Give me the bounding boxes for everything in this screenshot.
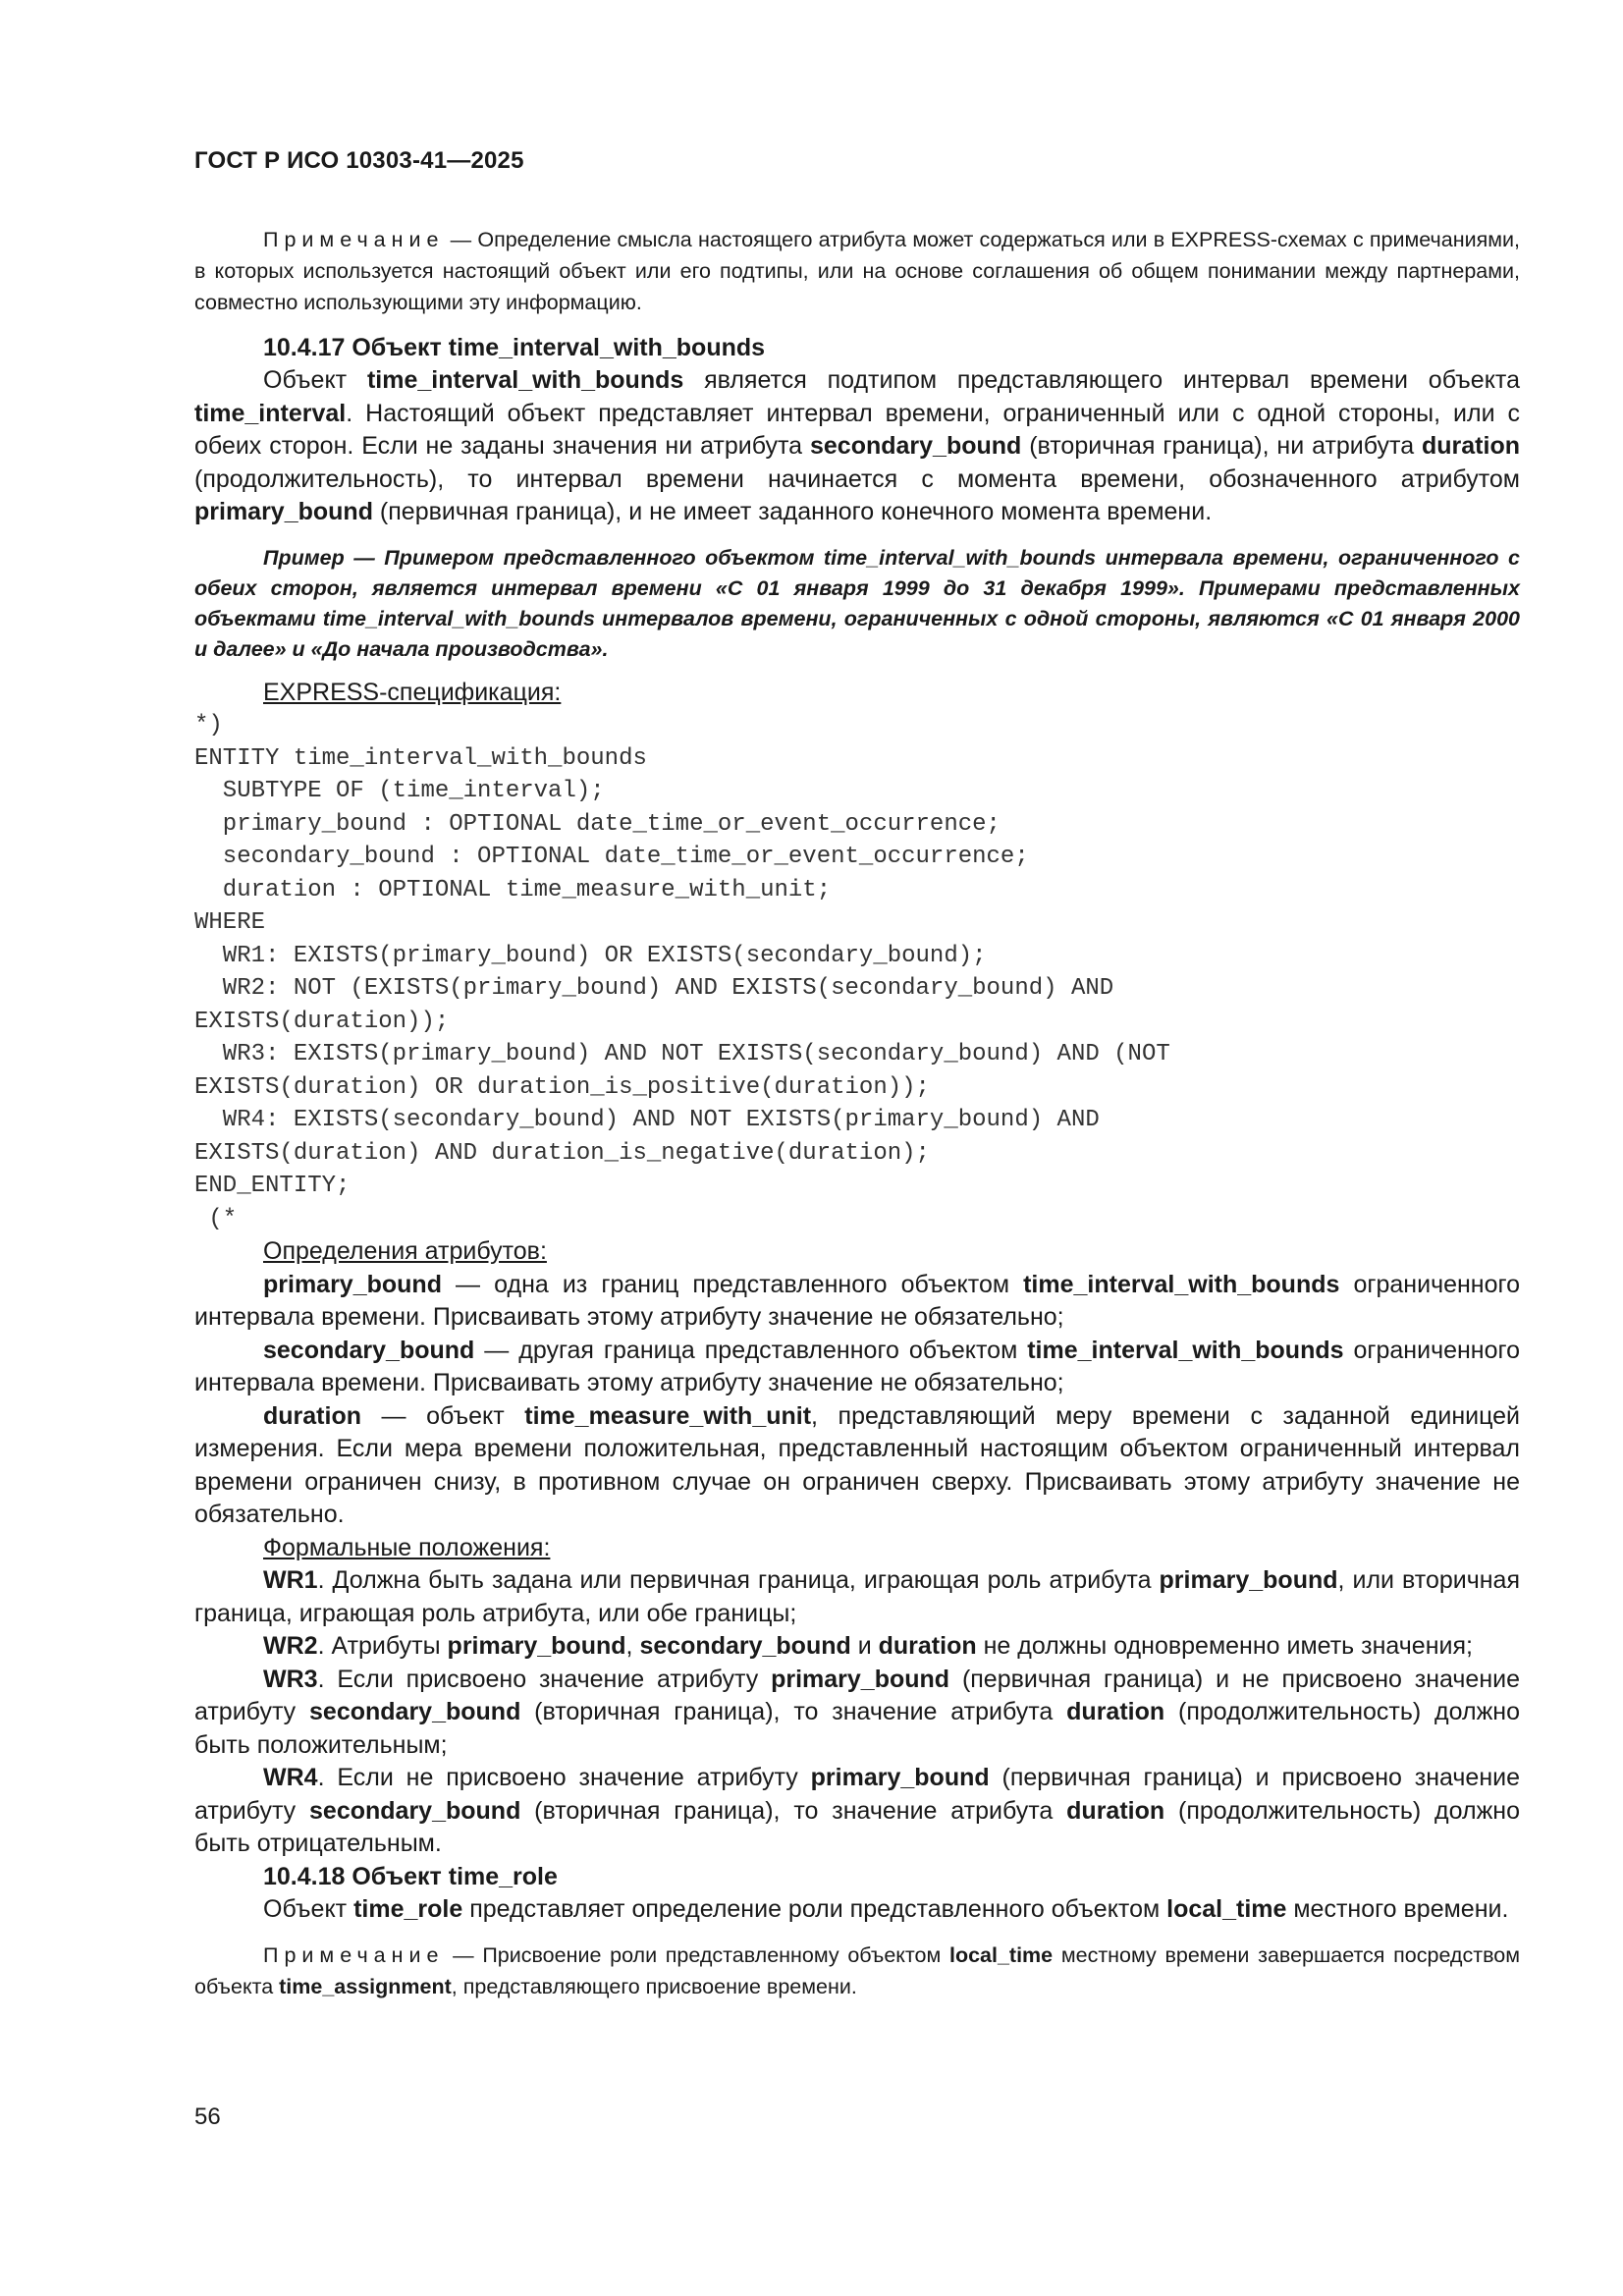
attribute-definition-duration: duration — объект time_measure_with_unit, представляющий меру времени с заданной единицей измерения. Если мера времени положительная, представленный настоящим объектом ограниченный интервал времени ограничен снизу, в противном случае он ограничен сверху. Присваивать этому атрибуту значение не обязательно.	[194, 1401, 1520, 1528]
code-line: SUBTYPE OF (time_interval);	[194, 778, 605, 804]
document-header: ГОСТ Р ИСО 10303-41—2025	[194, 147, 524, 174]
formal-propositions-label: Формальные положения:	[263, 1533, 551, 1561]
section-heading-10-4-18: 10.4.18 Объект time_role	[263, 1862, 558, 1890]
note-label: Примечание	[263, 228, 445, 251]
attribute-definition-secondary-bound: secondary_bound — другая граница представленного объектом time_interval_with_bounds ограниченного интервала времени. Присваивать этому атрибуту значение не обязательно;	[194, 1336, 1520, 1396]
code-line: EXISTS(duration));	[194, 1008, 450, 1035]
body-paragraph: Объект time_interval_with_bounds является подтипом представляющего интервал времени объекта time_interval. Настоящий объект представляет интервал времени, ограниченный или с одной стороны, или с обеих сторон. Если не заданы значения ни атрибута secondary_bound (вторичная граница), ни атрибута duration (продолжительность), то интервал времени начинается с момента времени, обозначенного атрибутом primary_bound (первичная граница), и не имеет заданного конечного момента времени.	[194, 366, 1520, 525]
express-code-block	[194, 709, 1520, 1235]
example-paragraph: Пример — Примером представленного объектом time_interval_with_bounds интервала времени, ограниченного с обеих сторон, является интервал времени «С 01 января 1999 до 31 декабря 1999». Примерами представленных объектами time_interval_with_bounds интервалов времени, ограниченных с одной стороны, являются «С 01 января 2000 и далее» и «До начала производства».	[194, 545, 1520, 661]
express-spec-label: EXPRESS-спецификация:	[263, 678, 562, 706]
code-line: duration : OPTIONAL time_measure_with_unit;	[194, 876, 832, 903]
attribute-definition-primary-bound: primary_bound — одна из границ представленного объектом time_interval_with_bounds ограниченного интервала времени. Присваивать этому атрибуту значение не обязательно;	[194, 1270, 1520, 1331]
body-paragraph: Объект time_role представляет определение роли представленного объектом local_time местного времени.	[263, 1894, 1509, 1923]
note-paragraph	[194, 224, 1520, 318]
note-paragraph: Примечание — Присвоение роли представленному объектом local_time местному времени завершается посредством объекта time_assignment, представляющего присвоение времени.	[194, 1943, 1520, 1998]
code-line: WR3: EXISTS(primary_bound) AND NOT EXISTS(secondary_bound) AND (NOT	[194, 1041, 1170, 1067]
code-line: *)	[194, 712, 223, 738]
code-line: EXISTS(duration) OR duration_is_positive(duration));	[194, 1073, 930, 1101]
code-line: WHERE	[194, 909, 266, 936]
code-line: WR4: EXISTS(secondary_bound) AND NOT EXISTS(primary_bound) AND	[194, 1107, 1100, 1133]
code-line: EXISTS(duration) AND duration_is_negative(duration);	[194, 1139, 930, 1167]
code-line: ENTITY time_interval_with_bounds	[194, 744, 647, 772]
code-line: WR1: EXISTS(primary_bound) OR EXISTS(secondary_bound);	[194, 942, 987, 969]
page-number: 56	[194, 2104, 221, 2130]
rule-wr4: WR4. Если не присвоено значение атрибуту primary_bound (первичная граница) и присвоено значение атрибуту secondary_bound (вторичная граница), то значение атрибута duration (продолжительность) должно быть отрицательным.	[194, 1764, 1521, 1857]
section-heading-10-4-17: 10.4.17 Объект time_interval_with_bounds	[263, 334, 766, 361]
document-page	[194, 147, 1520, 2002]
code-line: secondary_bound : OPTIONAL date_time_or_event_occurrence;	[194, 844, 1029, 870]
attribute-definitions-label: Определения атрибутов:	[263, 1237, 547, 1265]
rule-wr1: WR1. Должна быть задана или первичная граница, играющая роль атрибута primary_bound, или вторичная граница, играющая роль атрибута, или обе границы;	[194, 1566, 1520, 1627]
rule-wr2: WR2. Атрибуты primary_bound, secondary_bound и duration не должны одновременно иметь значения;	[263, 1632, 1473, 1660]
note-text: — Определение смысла настоящего атрибута может содержаться или в EXPRESS-схемах с примечаниями, в которых используется настоящий объект или его подтипы, или на основе соглашения об общем понимании между партнерами, совместно использующими эту информацию.	[194, 228, 1520, 314]
code-line: primary_bound : OPTIONAL date_time_or_event_occurrence;	[194, 810, 1001, 838]
code-line: WR2: NOT (EXISTS(primary_bound) AND EXISTS(secondary_bound) AND	[194, 975, 1114, 1002]
code-line: (*	[194, 1205, 238, 1232]
note-label: Примечание	[263, 1943, 445, 1967]
code-line: END_ENTITY;	[194, 1173, 351, 1199]
rule-wr3: WR3. Если присвоено значение атрибуту primary_bound (первичная граница) и не присвоено значение атрибуту secondary_bound (вторичная граница), то значение атрибута duration (продолжительность) должно быть положительным;	[194, 1665, 1521, 1759]
